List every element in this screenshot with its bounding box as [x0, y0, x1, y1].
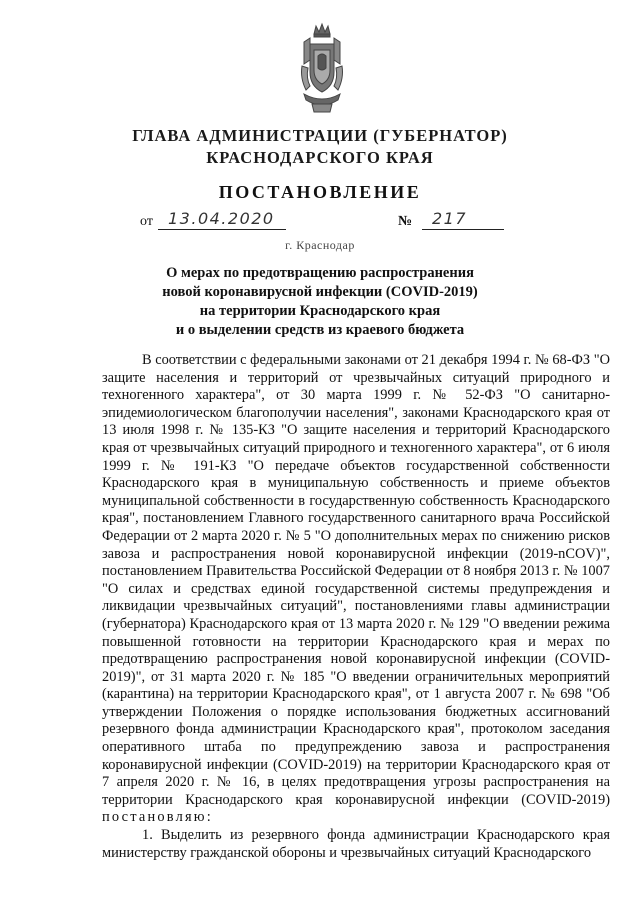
document-date: 13.04.2020	[158, 208, 286, 230]
clause-1-paragraph: 1. Выделить из резервного фонда администрации Краснодарского края министерству гражданской обороны и чрезвычайных ситуаций Краснодарского	[102, 827, 610, 861]
number-prefix: №	[398, 214, 413, 229]
document-number: 217	[422, 208, 504, 230]
document-type: ПОСТАНОВЛЕНИЕ	[218, 182, 422, 202]
date-prefix: от	[140, 214, 153, 229]
document-title	[100, 264, 540, 340]
title-line: на территории Краснодарского края	[199, 303, 441, 319]
resolve-word: постановляю:	[102, 809, 213, 826]
preamble-text: В соответствии с федеральными законами от 21 декабря 1994 г. № 68-ФЗ "О защите населения и территорий от чрезвычайных ситуаций природного и техногенного характера", от 30 марта 1999 г. № 52-ФЗ "О санитарно-эпидемиологическом благополучии населения", законами Краснодарского края от 13 июля 1998 г. № 135-КЗ "О защите населения и территорий Краснодарского края от чрезвычайных ситуаций природного и техногенного характера", от 6 июля 1999 г. № 191-КЗ "О передаче объектов государственной собственности Краснодарского края в муниципальную собственность и приеме объектов муниципальной собственности в государственную собственность Краснодарского края", постановлением Главного государственного санитарного врача Российской Федерации от 2 марта 2020 г. № 5 "О дополнительных мерах по снижению рисков завоза и распространения новой коронавирусной инфекции (2019-nCOV)", постановлением Правительства Российской Федерации от 8 ноября 2013 г. № 1007 "О силах и средствах единой государственной системы предупреждения и ликвидации чрезвычайных ситуаций", постановлениями главы администрации (губернатора) Краснодарского края от 13 марта 2020 г. № 129 "О введении режима повышенной готовности на территории Краснодарского края и мерах по предотвращению распространения новой коронавирусной инфекции (COVID-2019)", от 31 марта 2020 г. № 185 "О введении ограничительных мероприятий (карантина) на территории Краснодарского края", от 1 августа 2007 г. № 698 "Об утверждении Положения о порядке использования бюджетных ассигнований резервного фонда администрации Краснодарского края", протоколом заседания оперативного штаба по предупреждению завоза и распространения коронавирусной инфекции (COVID-2019) на территории Краснодарского края от 7 апреля 2020 г. № 16, в целях предотвращения угрозы распространения на территории Краснодарского края коронавирусной инфекции (COVID-2019)	[102, 352, 610, 808]
title-line: и о выделении средств из краевого бюджета	[175, 322, 465, 338]
title-line: О мерах по предотвращению распространения	[166, 265, 474, 281]
coat-of-arms-icon	[296, 20, 348, 120]
title-line: новой коронавирусной инфекции (COVID-2019)	[162, 284, 478, 300]
city: г. Краснодар	[285, 238, 355, 252]
document-body	[102, 352, 610, 862]
issuer-line-1: ГЛАВА АДМИНИСТРАЦИИ (ГУБЕРНАТОР)	[132, 126, 508, 145]
preamble-paragraph	[102, 352, 610, 827]
date-number-row	[140, 208, 540, 232]
issuer-line-2: КРАСНОДАРСКОГО КРАЯ	[206, 148, 434, 167]
